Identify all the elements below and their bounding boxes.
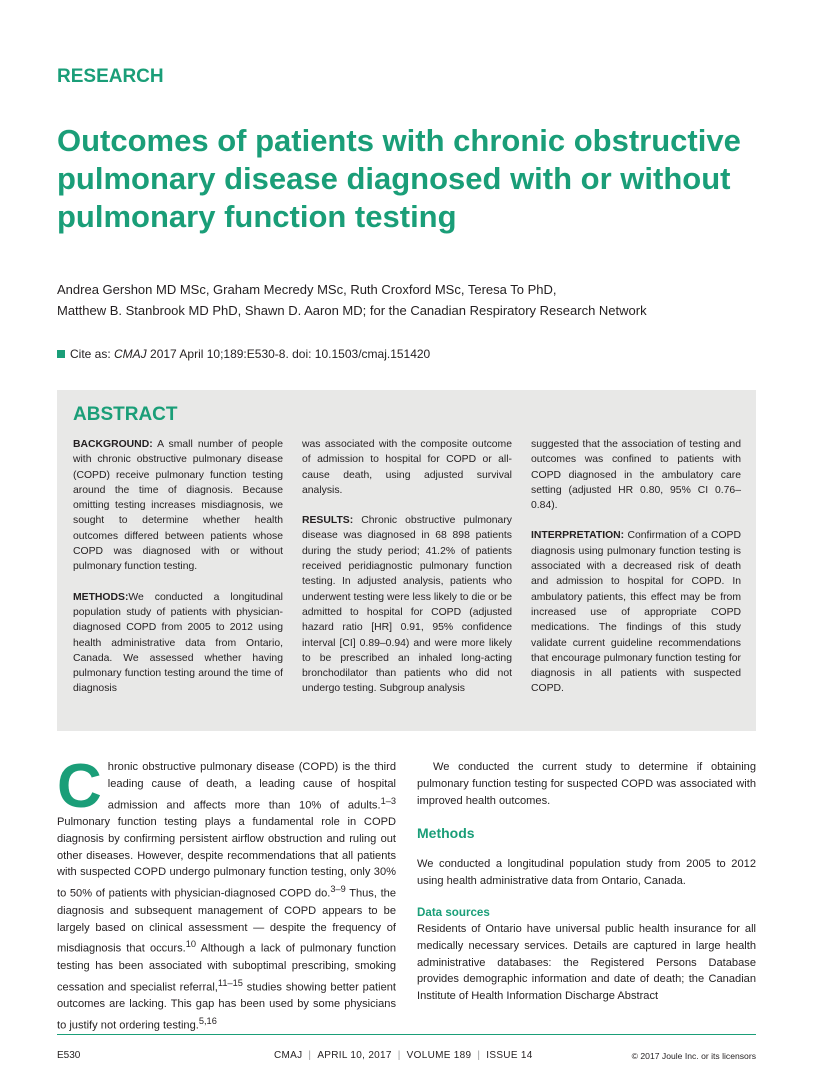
methods-heading: Methods [417,825,475,842]
abstract-column-1 [73,437,283,712]
author-line-2: Matthew B. Stanbrook MD PhD, Shawn D. Aaron MD; for the Canadian Respiratory Research Network [57,303,647,318]
methods-paragraph: We conducted a longitudinal population study from 2005 to 2012 using health administrative data from Ontario, Canada. [417,858,756,888]
reference: 3–9 [330,884,346,895]
interpretation-head: INTERPRETATION: [531,530,625,542]
page-number: E530 [57,1050,81,1061]
footer-divider [57,1034,756,1035]
results-head: RESULTS: [302,515,354,527]
methods-head: METHODS: [73,591,129,603]
cite-details: 2017 April 10;189:E530-8. doi: 10.1503/cmaj.151420 [146,347,431,361]
abstract-results: RESULTS: Chronic obstructive pulmonary disease was diagnosed in 68 898 patients during the study period; 41.2% of patients received peridiagnostic pulmonary function testing. In adjusted analysis, patients who underwent testing were less likely to die or be admitted to hospital for COPD (adjusted hazard ratio [HR] 0.91, 95% confidence interval [CI] 0.89–0.94) and were more likely to be prescribed an inhaled long-acting bronchodilator than patients who did not undergo testing. Subgroup analysis [302,515,512,695]
reference: 1–3 [380,795,396,806]
abstract-box [57,390,756,731]
footer-date: APRIL 10, 2017 [317,1050,392,1061]
author-list [57,279,777,321]
background-head: BACKGROUND: [73,439,153,450]
cite-journal: CMAJ [114,347,147,361]
square-bullet-icon [57,350,65,358]
footer-journal: CMAJ [274,1050,303,1061]
interpretation-text: Confirmation of a COPD diagnosis using pulmonary function testing is associated with a decreased risk of death and admission to hospital for COPD. In ambulatory patients, this effect may be from increased use of appropriate COPD medications. The findings of this study validate current guideline recommendations that encourage pulmonary function testing for diagnosis in all patients with suspected COPD. [531,530,741,695]
reference: 11–15 [217,977,243,988]
footer-journal-info [274,1050,533,1061]
methods-text: We conducted a longitudinal population study of patients with physician-diagnosed COPD from 2005 to 2012 using health administrative data from Ontario, Canada. We assessed whether having pulmonary function testing around the time of diagnosis [73,591,283,695]
abstract-methods-cont: was associated with the composite outcome of admission to hospital for COPD or all-cause death, using adjusted survival analysis. [302,439,512,496]
abstract-heading: ABSTRACT [73,404,178,425]
abstract-background [73,437,283,575]
body-column-1 [57,752,396,1034]
separator: | [308,1050,312,1061]
citation [57,347,430,361]
data-sources-heading: Data sources [417,905,490,919]
aim-paragraph: We conducted the current study to determine if obtaining pulmonary function testing for suspected COPD was associated with improved health outcomes. [417,761,756,807]
copyright-notice: © 2017 Joule Inc. or its licensors [631,1051,756,1061]
article-title: Outcomes of patients with chronic obstructive pulmonary disease diagnosed with or without pulmonary function testing [57,123,741,234]
abstract-methods [73,590,283,697]
intro-paragraph: Chronic obstructive pulmonary disease (COPD) is the third leading cause of death, a leading cause of hospital admission and affects more than 10% of adults.$^{1-3}$ Pulmonary function testing plays a fundamental role in COPD diagnosis by confirming persistent airflow obstruction and ruling out other diseases. However, despite recommendations that all patients with suspected COPD undergo pulmonary function testing, only 30% to 50% of patients with physician-diagnosed COPD do.$^{3-9}$ Thus, the diagnosis and subsequent management of COPD appears to be largely based on clinical assessment — despite the frequency of misdiagnosis that occurs.$^{10}$ Although a lack of pulmonary function testing has been associated with suboptimal prescribing, smoking cessation and specialist referral,$^{11-15}$ studies showing better patient outcomes are lacking. This gap has been used by some physicians to justify not ordering testing.$^{5,16}$ [57,752,396,1032]
reference: 10 [185,939,197,950]
drop-cap: C [57,752,102,821]
author-line-1: Andrea Gershon MD MSc, Graham Mecredy MSc, Ruth Croxford MSc, Teresa To PhD, [57,282,557,297]
reference: 5,16 [198,1015,217,1026]
background-text: A small number of people with chronic obstructive pulmonary disease (COPD) receive pulmonary function testing around the time of diagnosis. Because omitting testing increases misdiagnosis, we sought to determine whether health outcomes differed between patients whose COPD was diagnosed with or without pulmonary function testing. [73,439,283,573]
abstract-column-3 [531,437,741,712]
data-sources-paragraph: Residents of Ontario have universal public health insurance for all medically necessary services. Details are captured in large health administrative databases: the Registered Persons Database provides demographic information and date of death; the Canadian Institute of Health Information Discharge Abstract [417,922,756,1003]
section-label: RESEARCH [57,66,164,87]
abstract-column-2 [302,437,512,712]
cite-prefix: Cite as: [70,347,115,361]
footer-issue: ISSUE 14 [486,1050,533,1061]
abstract-results-cont: suggested that the association of testing and outcomes was confined to patients with COPD diagnosed in the ambulatory care setting (adjusted HR 0.80, 95% CI 0.76–0.84). [531,439,741,512]
abstract-interpretation [531,528,741,696]
footer-volume: VOLUME 189 [406,1050,472,1061]
body-column-2 [417,759,756,1005]
separator: | [397,1050,401,1061]
separator: | [477,1050,481,1061]
